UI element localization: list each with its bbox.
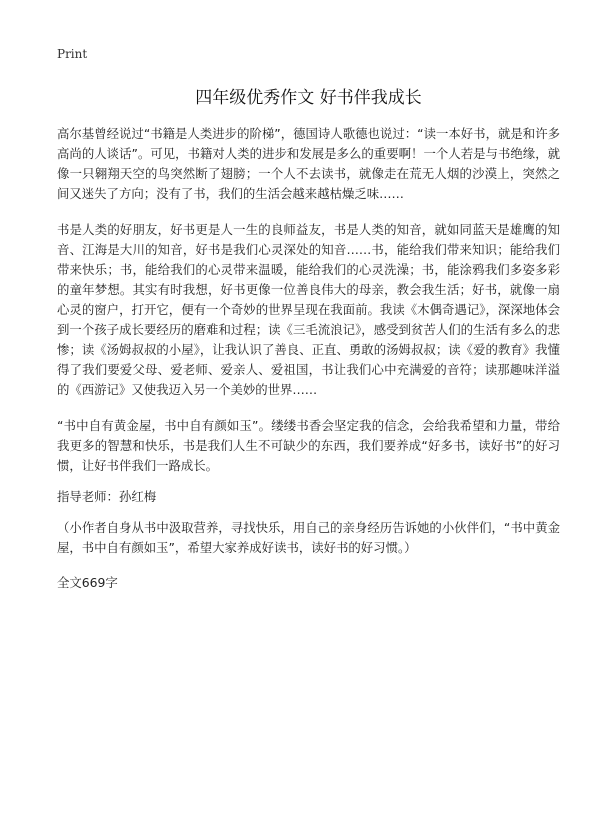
- article-paragraph-body: 书是人类的好朋友，好书更是人一生的良师益友，书是人类的知音，就如同蓝天是雄鹰的知音、江海是大川的知音，好书是我们心灵深处的知音……书，能给我们带来知识；能给我们带来快乐；书，能给我们的心灵带来温暖，能给我们的心灵洗澡；书，能涂鸦我们多姿多彩的童年梦想。其实有时我想，好书更像一位善良伟大的母亲，教会我生活；好书，就像一扇心灵的窗户，打开它，便有一个奇妙的世界呈现在我面前。我读《木偶奇遇记》，深深地体会到一个孩子成长要经历的磨难和过程；读《三毛流浪记》，感受到贫苦人们的生活有多么的悲惨；读《汤姆叔叔的小屋》，让我认识了善良、正直、勇敢的汤姆叔叔；读《爱的教育》我懂得了我们要爱父母、爱老师、爱亲人、爱祖国，书让我们心中充满爱的音符；读那趣味洋溢的《西游记》又使我迈入另一个美妙的世界……: [57, 222, 560, 397]
- word-count: 全文669字: [57, 575, 118, 590]
- teacher-credit: 指导老师：孙红梅: [57, 489, 157, 504]
- article-paragraph-conclusion: “书中自有黄金屋，书中自有颜如玉”。缕缕书香会坚定我的信念，会给我希望和力量，带给我更多的智慧和快乐，书是我们人生不可缺少的东西，我们要养成“好多书，读好书”的好习惯，让好书伴我们一路成长。: [57, 418, 560, 473]
- teacher-comment: （小作者自身从书中汲取营养，寻找快乐，用自己的亲身经历告诉她的小伙伴们，“书中黄金屋，书中自有颜如玉”，希望大家养成好读书，读好书的好习惯。）: [57, 520, 560, 555]
- print-link[interactable]: Print: [57, 47, 88, 61]
- article-title: 四年级优秀作文 好书伴我成长: [195, 88, 422, 108]
- article-paragraph-intro: 高尔基曾经说过“书籍是人类进步的阶梯”，德国诗人歌德也说过：“读一本好书，就是和许多高尚的人谈话”。可见，书籍对人类的进步和发展是多么的重要啊！一个人若是与书绝缘，就像一只翱翔天空的鸟突然断了翅膀；一个人不去读书，就像走在荒无人烟的沙漠上，突然之间又迷失了方向；没有了书，我们的生活会越来越枯燥乏味……: [57, 126, 560, 201]
